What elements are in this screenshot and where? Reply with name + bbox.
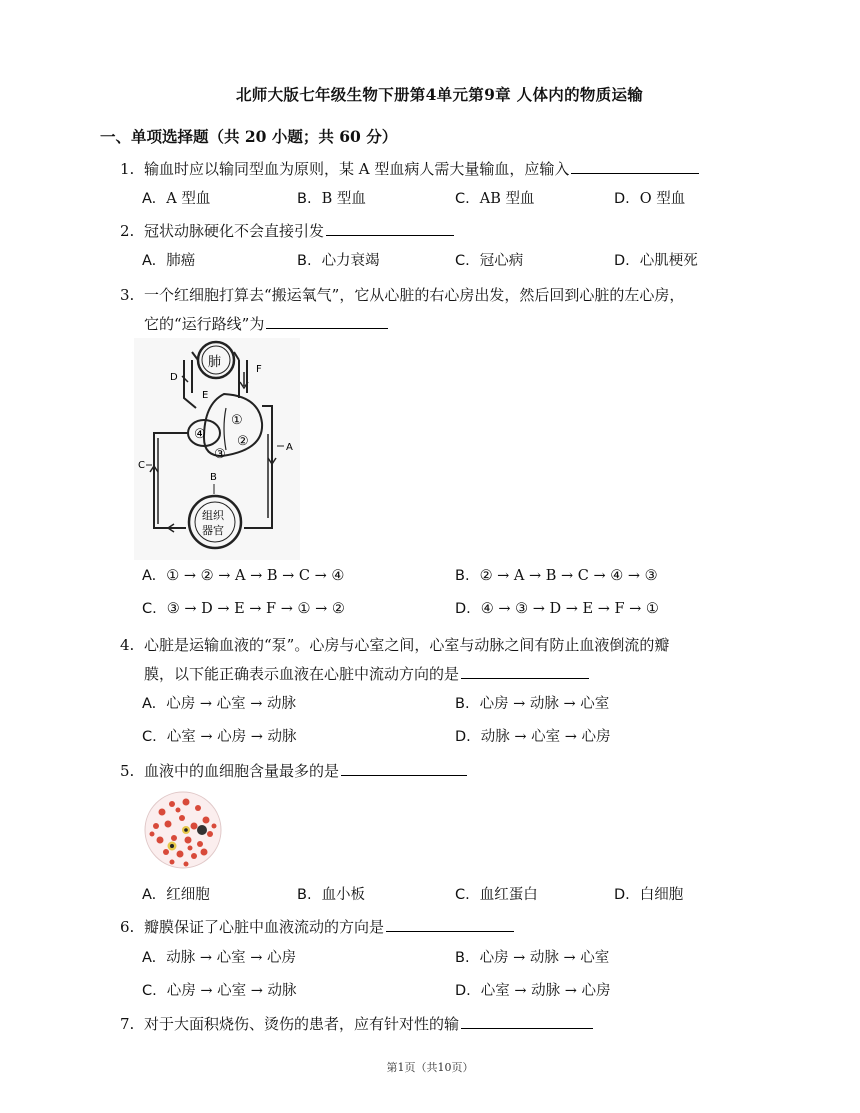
page-title: 北师大版七年级生物下册第4单元第9章 人体内的物质运输 bbox=[236, 85, 644, 104]
option-c bbox=[142, 979, 296, 1000]
question-3-line2 bbox=[144, 311, 388, 337]
option-text: 心房 → 心室 → 动脉 bbox=[166, 696, 297, 712]
label-a: A bbox=[286, 442, 293, 453]
chamber-1: ① bbox=[231, 413, 243, 428]
option-letter: B. bbox=[455, 568, 470, 584]
option-text: 心房 → 动脉 → 心室 bbox=[479, 950, 610, 966]
option-text: 心室 → 心房 → 动脉 bbox=[166, 729, 297, 745]
option-letter: D. bbox=[455, 983, 471, 999]
option-text: ④ → ③ → D → E → F → ① bbox=[480, 601, 659, 617]
option-c bbox=[142, 601, 345, 617]
option-letter: B. bbox=[297, 191, 312, 207]
answer-blank bbox=[386, 915, 514, 932]
option-a bbox=[142, 187, 210, 208]
answer-blank bbox=[461, 1012, 593, 1029]
option-text: AB 型血 bbox=[479, 191, 535, 207]
question-7 bbox=[120, 1011, 593, 1037]
option-text: A 型血 bbox=[166, 191, 211, 207]
option-text: B 型血 bbox=[321, 191, 366, 207]
option-letter: A. bbox=[142, 191, 157, 207]
option-letter: B. bbox=[297, 253, 312, 269]
option-letter: C. bbox=[142, 729, 157, 745]
question-number: 2. bbox=[120, 222, 135, 240]
option-letter: A. bbox=[142, 950, 157, 966]
option-c bbox=[455, 187, 534, 208]
option-text: ② → A → B → C → ④ → ③ bbox=[479, 568, 658, 584]
option-text: 心肌梗死 bbox=[639, 253, 698, 269]
option-d bbox=[614, 187, 685, 208]
option-c bbox=[455, 249, 523, 270]
option-b bbox=[455, 692, 609, 713]
question-number: 5. bbox=[120, 762, 135, 780]
option-text: 动脉 → 心室 → 心房 bbox=[166, 950, 297, 966]
option-letter: D. bbox=[455, 729, 471, 745]
option-letter: C. bbox=[455, 253, 470, 269]
option-b bbox=[455, 946, 609, 967]
label-d: D bbox=[170, 372, 178, 383]
question-4 bbox=[120, 632, 669, 658]
option-a bbox=[142, 568, 344, 584]
option-d bbox=[614, 883, 683, 904]
answer-blank bbox=[326, 219, 454, 236]
option-d bbox=[455, 601, 659, 617]
option-text: 心力衰竭 bbox=[321, 253, 380, 269]
question-text: 输血时应以输同型血为原则，某 A 型血病人需大量输血，应输入 bbox=[144, 160, 570, 178]
question-text: 膜，以下能正确表示血液在心脏中流动方向的是 bbox=[144, 665, 460, 683]
option-c bbox=[142, 725, 296, 746]
option-text: O 型血 bbox=[639, 191, 686, 207]
option-text: 红细胞 bbox=[166, 887, 210, 903]
option-letter: A. bbox=[142, 696, 157, 712]
question-5 bbox=[120, 758, 467, 784]
chamber-4: ④ bbox=[194, 427, 206, 442]
question-text: 心脏是运输血液的“泵”。心房与心室之间，心室与动脉之间有防止血液倒流的瓣 bbox=[144, 636, 670, 654]
option-text: 肺癌 bbox=[166, 253, 196, 269]
option-d bbox=[614, 249, 698, 270]
question-number: 4. bbox=[120, 636, 135, 654]
label-f: F bbox=[256, 364, 262, 375]
organ-label-line1: 组织 bbox=[202, 509, 224, 522]
option-letter: D. bbox=[614, 253, 630, 269]
option-text: 心房 → 心室 → 动脉 bbox=[166, 983, 297, 999]
option-text: 心室 → 动脉 → 心房 bbox=[480, 983, 611, 999]
option-letter: B. bbox=[297, 887, 312, 903]
question-6 bbox=[120, 914, 514, 940]
answer-blank bbox=[266, 312, 388, 329]
option-letter: C. bbox=[455, 887, 470, 903]
option-text: 血小板 bbox=[321, 887, 366, 903]
question-number: 1. bbox=[120, 160, 135, 178]
question-text: 冠状动脉硬化不会直接引发 bbox=[144, 222, 325, 240]
circulation-diagram bbox=[134, 338, 300, 560]
option-text: ① → ② → A → B → C → ④ bbox=[166, 568, 345, 584]
organ-label-line2: 器官 bbox=[202, 524, 224, 537]
question-text: 瓣膜保证了心脏中血液流动的方向是 bbox=[144, 918, 385, 936]
question-3 bbox=[120, 282, 684, 308]
option-text: 心房 → 动脉 → 心室 bbox=[479, 696, 610, 712]
option-letter: D. bbox=[455, 601, 471, 617]
option-letter: C. bbox=[142, 601, 157, 617]
chamber-2: ② bbox=[237, 434, 249, 449]
option-a bbox=[142, 249, 195, 270]
page-footer: 第1页（共10页） bbox=[386, 1061, 474, 1074]
answer-blank bbox=[571, 157, 699, 174]
option-text: 动脉 → 心室 → 心房 bbox=[480, 729, 611, 745]
option-letter: D. bbox=[614, 887, 630, 903]
question-text: 它的“运行路线”为 bbox=[144, 315, 265, 333]
option-letter: C. bbox=[455, 191, 470, 207]
question-number: 7. bbox=[120, 1015, 135, 1033]
option-d bbox=[455, 725, 611, 746]
option-text: 白细胞 bbox=[639, 887, 684, 903]
option-b bbox=[455, 568, 658, 584]
question-text: 对于大面积烧伤、烫伤的患者，应有针对性的输 bbox=[144, 1015, 460, 1033]
option-a bbox=[142, 692, 296, 713]
label-b: B bbox=[210, 472, 217, 483]
chamber-3: ③ bbox=[214, 447, 226, 462]
question-2 bbox=[120, 218, 454, 244]
option-text: 血红蛋白 bbox=[479, 887, 538, 903]
option-b bbox=[297, 187, 366, 208]
label-e: E bbox=[202, 390, 209, 401]
option-a bbox=[142, 883, 210, 904]
section-heading: 一、单项选择题（共 20 小题；共 60 分） bbox=[100, 127, 398, 146]
option-letter: D. bbox=[614, 191, 630, 207]
answer-blank bbox=[461, 662, 589, 679]
label-c: C bbox=[138, 460, 145, 471]
blood-smear-image bbox=[142, 790, 224, 870]
option-d bbox=[455, 979, 611, 1000]
option-letter: A. bbox=[142, 887, 157, 903]
option-b bbox=[297, 249, 380, 270]
lung-label: 肺 bbox=[208, 355, 222, 370]
question-1 bbox=[120, 156, 699, 182]
question-text: 一个红细胞打算去“搬运氧气”，它从心脏的右心房出发，然后回到心脏的左心房， bbox=[144, 286, 685, 304]
option-letter: B. bbox=[455, 696, 470, 712]
question-4-line2 bbox=[144, 661, 589, 687]
option-text: 冠心病 bbox=[479, 253, 524, 269]
answer-blank bbox=[341, 759, 467, 776]
question-number: 3. bbox=[120, 286, 135, 304]
option-letter: B. bbox=[455, 950, 470, 966]
option-letter: A. bbox=[142, 253, 157, 269]
question-text: 血液中的血细胞含量最多的是 bbox=[144, 762, 340, 780]
option-b bbox=[297, 883, 365, 904]
option-c bbox=[455, 883, 538, 904]
option-letter: A. bbox=[142, 568, 157, 584]
option-a bbox=[142, 946, 296, 967]
question-number: 6. bbox=[120, 918, 135, 936]
option-letter: C. bbox=[142, 983, 157, 999]
option-text: ③ → D → E → F → ① → ② bbox=[166, 601, 345, 617]
